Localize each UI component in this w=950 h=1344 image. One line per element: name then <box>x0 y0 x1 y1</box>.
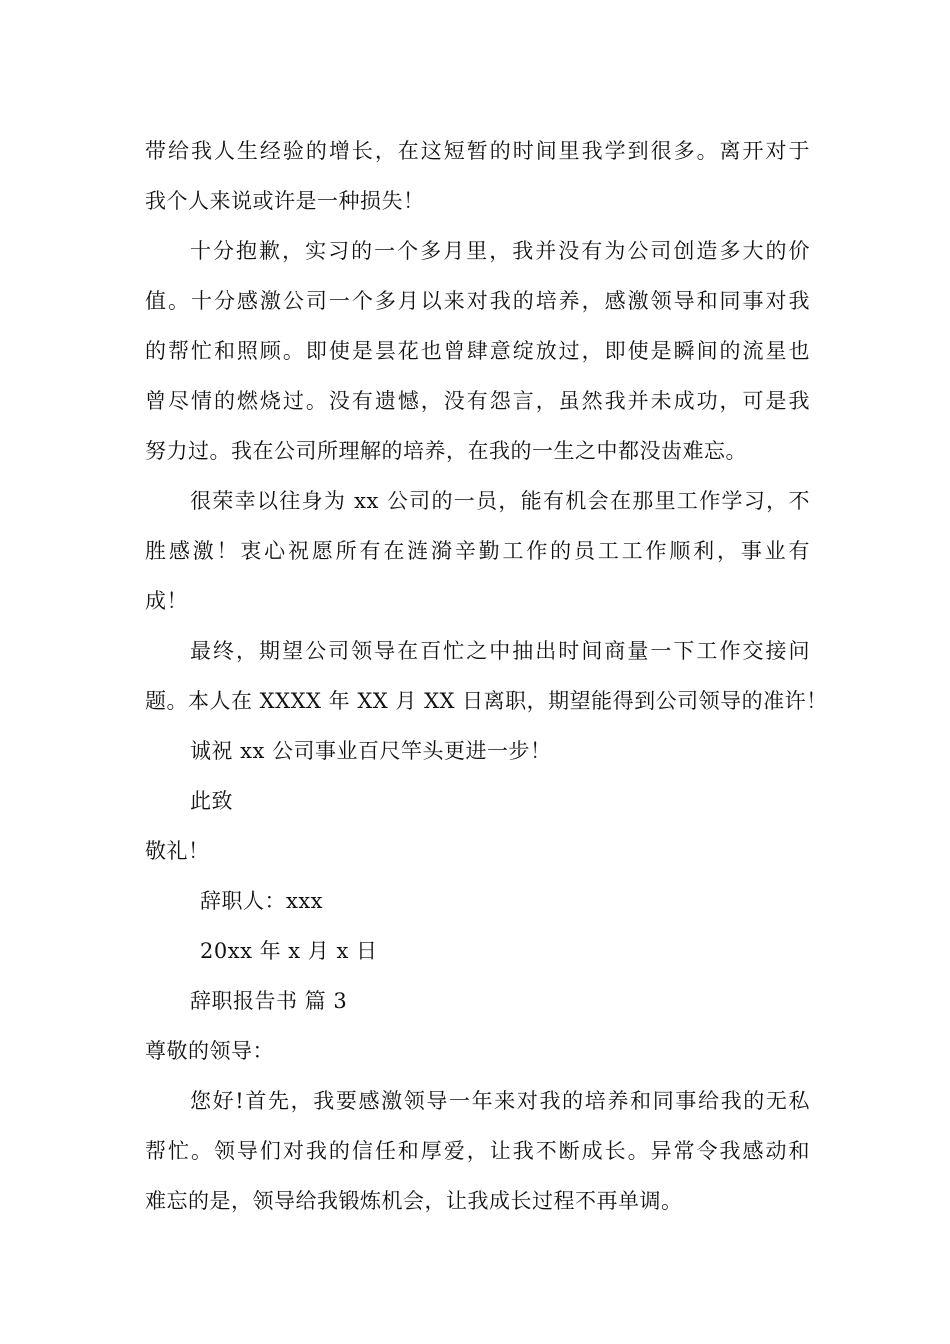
paragraph-line: 的帮忙和照顾。即使是昙花也曾肆意绽放过，即使是瞬间的流星也 <box>145 339 810 363</box>
section-title: 辞职报告书 篇 3 <box>190 989 348 1013</box>
signature-name: 辞职人：xxx <box>200 889 324 913</box>
salutation-jingli: 敬礼！ <box>145 839 210 863</box>
paragraph-line: 题。本人在 XXXX 年 XX 月 XX 日离职，期望能得到公司领导的准许！ <box>145 689 828 713</box>
paragraph-line: 带给我人生经验的增长，在这短暂的时间里我学到很多。离开对于 <box>145 139 810 163</box>
paragraph-line: 值。十分感激公司一个多月以来对我的培养，感激领导和同事对我 <box>145 289 810 313</box>
paragraph-line: 努力过。我在公司所理解的培养，在我的一生之中都没齿难忘。 <box>145 439 747 463</box>
paragraph-line: 成！ <box>145 589 188 613</box>
closing-wish: 诚祝 xx 公司事业百尺竿头更进一步！ <box>190 739 552 763</box>
paragraph-line: 最终，期望公司领导在百忙之中抽出时间商量一下工作交接问 <box>190 639 810 663</box>
paragraph-line: 我个人来说或许是一种损失！ <box>145 189 425 213</box>
paragraph-line: 帮忙。领导们对我的信任和厚爱，让我不断成长。异常令我感动和 <box>145 1139 810 1163</box>
paragraph-line: 难忘的是，领导给我锻炼机会，让我成长过程不再单调。 <box>145 1189 683 1213</box>
salutation-cizhi: 此致 <box>190 789 233 813</box>
paragraph-line: 您好!首先，我要感激领导一年来对我的培养和同事给我的无私 <box>190 1089 810 1113</box>
letter-greeting: 尊敬的领导： <box>145 1039 274 1063</box>
paragraph-line: 胜感激！衷心祝愿所有在涟漪辛勤工作的员工工作顺利，事业有 <box>145 539 810 563</box>
signature-date: 20xx 年 x 月 x 日 <box>200 939 378 963</box>
paragraph-line: 曾尽情的燃烧过。没有遗憾，没有怨言，虽然我并未成功，可是我 <box>145 389 810 413</box>
paragraph-line: 很荣幸以往身为 xx 公司的一员，能有机会在那里工作学习，不 <box>190 489 810 513</box>
paragraph-line: 十分抱歉，实习的一个多月里，我并没有为公司创造多大的价 <box>190 239 810 263</box>
